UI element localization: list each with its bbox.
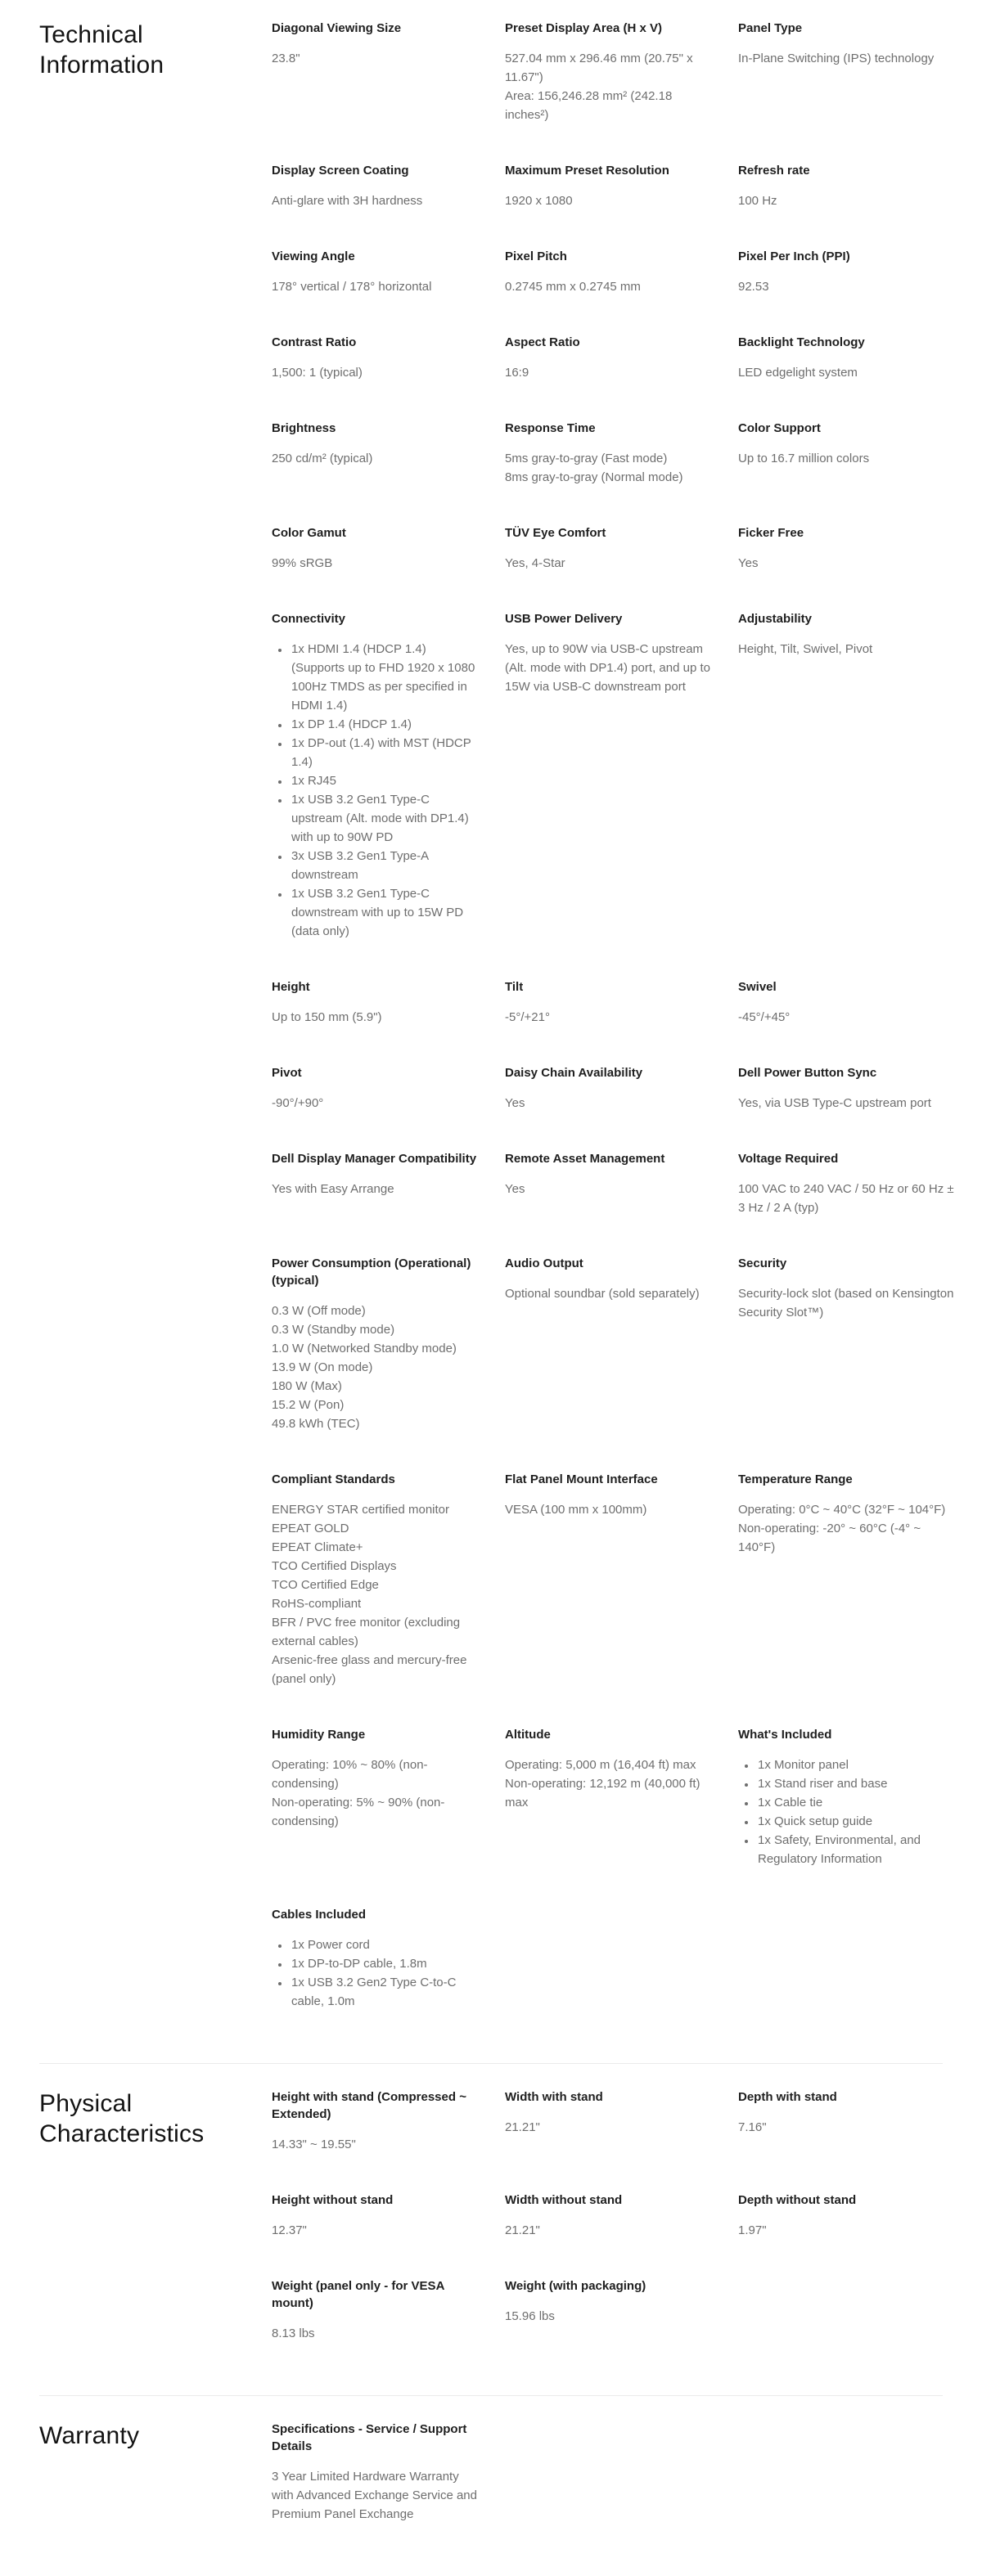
spec-value (505, 1008, 714, 1027)
spec-row (272, 524, 982, 573)
spec-value (272, 1301, 480, 1433)
spec-value-line: 1.97" (738, 2223, 767, 2237)
spec-label: What's Included (738, 1728, 832, 1742)
spec-cell (505, 1064, 714, 1113)
spec-value-line: Non-operating: 12,192 m (40,000 ft) max (505, 1777, 700, 1809)
spec-value-line: EPEAT Climate+ (272, 1540, 363, 1554)
spec-label: Aspect Ratio (505, 335, 580, 349)
spec-cell (738, 2192, 961, 2240)
section-title: Technical Information (39, 21, 164, 79)
spec-cell (272, 420, 480, 468)
spec-bullet-list (738, 1756, 961, 1868)
spec-cell (272, 978, 480, 1027)
spec-label: Contrast Ratio (272, 335, 357, 349)
spec-label: Security (738, 1257, 787, 1270)
spec-value (505, 1094, 714, 1113)
spec-value (272, 191, 480, 210)
spec-label: Adjustability (738, 612, 813, 626)
spec-value-line: 8.13 lbs (272, 2326, 315, 2340)
spec-row (272, 1906, 982, 2011)
spec-cell (505, 524, 714, 573)
spec-value-line: EPEAT GOLD (272, 1522, 349, 1535)
spec-value-line: 14.33" ~ 19.55" (272, 2138, 356, 2151)
spec-label: Cables Included (272, 1908, 367, 1922)
spec-label: Audio Output (505, 1257, 583, 1270)
spec-sections (0, 20, 982, 2576)
spec-value-line: Non-operating: -20° ~ 60°C (-4° ~ 140°F) (738, 1522, 921, 1554)
spec-value-line: BFR / PVC free monitor (excluding external cables) (272, 1616, 461, 1648)
spec-cell (738, 248, 961, 296)
spec-label: Swivel (738, 980, 777, 994)
spec-label: Temperature Range (738, 1472, 853, 1486)
spec-section (0, 2396, 982, 2576)
spec-value-line: Arsenic-free glass and mercury-free (panel only) (272, 1653, 467, 1686)
spec-row (272, 1726, 982, 1868)
spec-label: Viewing Angle (272, 250, 355, 263)
spec-bullet-item: • 1x Quick setup guide (756, 1812, 961, 1831)
spec-label: Remote Asset Management (505, 1152, 665, 1166)
spec-value (738, 2221, 961, 2240)
spec-label: Compliant Standards (272, 1472, 395, 1486)
spec-row (272, 2277, 982, 2343)
spec-bullet-item: • 1x Safety, Environmental, and Regulatory Information (756, 1831, 961, 1868)
spec-value-line: Optional soundbar (sold separately) (505, 1287, 700, 1301)
spec-section (0, 20, 982, 2063)
spec-value (505, 1756, 714, 1812)
spec-value-line: Operating: 10% ~ 80% (non-condensing) (272, 1758, 428, 1791)
spec-value (738, 363, 961, 382)
section-title: Warranty (39, 2422, 140, 2449)
spec-cell (505, 162, 714, 210)
spec-label: Width without stand (505, 2193, 623, 2207)
spec-value-line: 178° vertical / 178° horizontal (272, 280, 432, 294)
spec-value-line: 15.2 W (Pon) (272, 1398, 345, 1412)
spec-value (738, 554, 961, 573)
spec-label: Ficker Free (738, 526, 804, 540)
spec-cell (505, 978, 714, 1027)
spec-value-line: 99% sRGB (272, 556, 333, 570)
spec-label: Height without stand (272, 2193, 394, 2207)
spec-value (738, 640, 961, 659)
spec-value-line: 21.21" (505, 2120, 540, 2134)
spec-bullet-item: • 1x Monitor panel (756, 1756, 961, 1774)
spec-cell (738, 610, 961, 659)
spec-cell (272, 162, 480, 210)
spec-rows (272, 2088, 982, 2380)
spec-label: Altitude (505, 1728, 551, 1742)
spec-value-line: 180 W (Max) (272, 1379, 342, 1393)
spec-bullet-item: • 1x DP 1.4 (HDCP 1.4) (290, 715, 480, 734)
spec-row (272, 1150, 982, 1217)
spec-value-line: 8ms gray-to-gray (Normal mode) (505, 470, 683, 484)
spec-value-line: -5°/+21° (505, 1010, 550, 1024)
spec-value-line: -90°/+90° (272, 1096, 324, 1110)
spec-label: Daisy Chain Availability (505, 1066, 643, 1080)
spec-bullet-item: • 3x USB 3.2 Gen1 Type-A downstream (290, 847, 480, 884)
spec-value (738, 1284, 961, 1322)
spec-label: Height (272, 980, 310, 994)
spec-row (272, 610, 982, 941)
spec-row (272, 2088, 982, 2154)
spec-cell (505, 20, 714, 124)
spec-value-line: 7.16" (738, 2120, 767, 2134)
spec-cell (505, 1471, 714, 1519)
spec-cell (505, 610, 714, 696)
spec-value (272, 363, 480, 382)
spec-label: Dell Power Button Sync (738, 1066, 877, 1080)
spec-value-line: 3 Year Limited Hardware Warranty with Advanced Exchange Service and Premium Panel Exchange (272, 2470, 477, 2521)
spec-value (272, 2221, 480, 2240)
spec-value-line: 49.8 kWh (TEC) (272, 1417, 360, 1431)
spec-value (272, 2135, 480, 2154)
spec-label: Weight (with packaging) (505, 2279, 646, 2293)
spec-value-line: Yes (505, 1096, 525, 1110)
section-inner (0, 2088, 982, 2380)
spec-row (272, 978, 982, 1027)
section-title: Physical Characteristics (39, 2090, 205, 2147)
spec-value (505, 640, 714, 696)
spec-label: Preset Display Area (H x V) (505, 21, 663, 35)
spec-label: TÜV Eye Comfort (505, 526, 606, 540)
spec-value-line: Up to 150 mm (5.9") (272, 1010, 382, 1024)
spec-value-line: 100 VAC to 240 VAC / 50 Hz or 60 Hz ± 3 Hz / 2 A (typ) (738, 1182, 954, 1215)
spec-label: Depth with stand (738, 2090, 837, 2104)
spec-row (272, 1255, 982, 1433)
spec-bullet-item: • 1x Cable tie (756, 1793, 961, 1812)
spec-cell (738, 20, 961, 68)
spec-cell (738, 524, 961, 573)
spec-section (0, 2064, 982, 2395)
spec-value (738, 49, 961, 68)
spec-cell (505, 420, 714, 487)
spec-bullet-item: • 1x USB 3.2 Gen1 Type-C upstream (Alt. mode with DP1.4) with up to 90W PD (290, 790, 480, 847)
spec-cell (272, 248, 480, 296)
spec-value (738, 449, 961, 468)
spec-cell (738, 1150, 961, 1217)
spec-value-line: Yes (505, 1182, 525, 1196)
spec-cell (272, 2192, 480, 2240)
spec-value (505, 449, 714, 487)
spec-value (738, 1094, 961, 1113)
spec-label: Diagonal Viewing Size (272, 21, 402, 35)
spec-value (272, 1008, 480, 1027)
spec-bullet-item: • 1x USB 3.2 Gen2 Type C-to-C cable, 1.0m (290, 1973, 480, 2011)
section-inner (0, 20, 982, 2048)
spec-label: Specifications - Service / Support Details (272, 2422, 467, 2453)
spec-value-line: TCO Certified Edge (272, 1578, 379, 1592)
spec-value-line: Non-operating: 5% ~ 90% (non-condensing) (272, 1796, 445, 1828)
spec-label: Humidity Range (272, 1728, 366, 1742)
spec-value-line: 1.0 W (Networked Standby mode) (272, 1342, 457, 1355)
spec-cell (505, 334, 714, 382)
spec-label: Dell Display Manager Compatibility (272, 1152, 477, 1166)
spec-value-line: Area: 156,246.28 mm² (242.18 inches²) (505, 89, 673, 122)
spec-value (738, 1756, 961, 1868)
spec-value-line: 15.96 lbs (505, 2309, 555, 2323)
spec-value (272, 1180, 480, 1198)
spec-label: Tilt (505, 980, 524, 994)
spec-label: Display Screen Coating (272, 164, 409, 178)
spec-cell (272, 2421, 480, 2524)
spec-value-line: Anti-glare with 3H hardness (272, 194, 423, 208)
spec-value-line: 92.53 (738, 280, 769, 294)
spec-value (272, 2324, 480, 2343)
spec-value-line: 250 cd/m² (typical) (272, 452, 373, 465)
spec-value (505, 1284, 714, 1303)
spec-cell (738, 2088, 961, 2137)
spec-bullet-item: • 1x DP-to-DP cable, 1.8m (290, 1954, 480, 1973)
spec-label: Pixel Pitch (505, 250, 567, 263)
spec-value-line: LED edgelight system (738, 366, 858, 380)
spec-cell (272, 20, 480, 68)
spec-cell (505, 1726, 714, 1812)
spec-value-line: Up to 16.7 million colors (738, 452, 870, 465)
spec-label: Flat Panel Mount Interface (505, 1472, 658, 1486)
spec-cell (738, 1255, 961, 1322)
spec-value-line: 23.8" (272, 52, 300, 65)
spec-value-line: 21.21" (505, 2223, 540, 2237)
spec-label: Depth without stand (738, 2193, 857, 2207)
spec-cell (738, 1471, 961, 1557)
spec-rows (272, 2421, 982, 2561)
spec-value-line: 0.3 W (Standby mode) (272, 1323, 395, 1337)
spec-cell (505, 1255, 714, 1303)
spec-label: Weight (panel only - for VESA mount) (272, 2279, 444, 2310)
spec-cell (738, 162, 961, 210)
spec-label: Color Gamut (272, 526, 346, 540)
spec-cell (505, 2277, 714, 2326)
spec-value-line: Operating: 0°C ~ 40°C (32°F ~ 104°F) (738, 1503, 946, 1517)
spec-value-line: 527.04 mm x 296.46 mm (20.75" x 11.67") (505, 52, 693, 84)
spec-value (272, 1935, 480, 2011)
spec-value-line: Height, Tilt, Swivel, Pivot (738, 642, 873, 656)
spec-value (505, 554, 714, 573)
spec-label: Panel Type (738, 21, 803, 35)
spec-value (505, 2307, 714, 2326)
spec-value-line: Yes, up to 90W via USB-C upstream (Alt. mode with DP1.4) port, and up to 15W via USB-C downstream port (505, 642, 710, 694)
spec-value (505, 277, 714, 296)
spec-cell (738, 978, 961, 1027)
spec-value (272, 554, 480, 573)
spec-row (272, 1064, 982, 1113)
spec-value-line: ENERGY STAR certified monitor (272, 1503, 450, 1517)
spec-value (505, 2118, 714, 2137)
spec-value-line: 1,500: 1 (typical) (272, 366, 363, 380)
spec-value (272, 1500, 480, 1688)
spec-label: Maximum Preset Resolution (505, 164, 669, 178)
spec-cell (272, 1906, 480, 2011)
spec-value (272, 277, 480, 296)
spec-bullet-item: • 1x Stand riser and base (756, 1774, 961, 1793)
spec-value-line: Yes, 4-Star (505, 556, 565, 570)
spec-value (272, 2467, 480, 2524)
spec-bullet-list (272, 1935, 480, 2011)
spec-cell (738, 420, 961, 468)
spec-cell (505, 1150, 714, 1198)
spec-label: Refresh rate (738, 164, 810, 178)
spec-value-line: 0.2745 mm x 0.2745 mm (505, 280, 641, 294)
spec-bullet-list (272, 640, 480, 941)
spec-label: Voltage Required (738, 1152, 839, 1166)
spec-cell (272, 2277, 480, 2343)
spec-value-line: 16:9 (505, 366, 529, 380)
spec-value-line: 0.3 W (Off mode) (272, 1304, 366, 1318)
spec-value (272, 1094, 480, 1113)
spec-label: Response Time (505, 421, 596, 435)
spec-cell (738, 1064, 961, 1113)
spec-cell (272, 524, 480, 573)
spec-value (272, 640, 480, 941)
spec-label: Power Consumption (Operational) (typical) (272, 1257, 471, 1288)
spec-row (272, 420, 982, 487)
spec-bullet-item: • 1x RJ45 (290, 771, 480, 790)
spec-value (738, 277, 961, 296)
spec-value-line: Yes (738, 556, 759, 570)
spec-bullet-item: • 1x Power cord (290, 1935, 480, 1954)
spec-label: Brightness (272, 421, 336, 435)
spec-cell (272, 1471, 480, 1688)
spec-cell (738, 1726, 961, 1868)
spec-value (505, 1500, 714, 1519)
spec-label: Connectivity (272, 612, 346, 626)
spec-value (738, 2118, 961, 2137)
spec-row (272, 2192, 982, 2240)
spec-bullet-item: • 1x HDMI 1.4 (HDCP 1.4) (Supports up to FHD 1920 x 1080 100Hz TMDS as per specified in HDMI 1.4) (290, 640, 480, 715)
spec-value (505, 49, 714, 124)
spec-value-line: 100 Hz (738, 194, 777, 208)
spec-cell (272, 1726, 480, 1831)
spec-cell (272, 334, 480, 382)
spec-cell (505, 248, 714, 296)
spec-label: Pivot (272, 1066, 302, 1080)
spec-value-line: Security-lock slot (based on Kensington Security Slot™) (738, 1287, 954, 1319)
spec-value (738, 1008, 961, 1027)
spec-bullet-item: • 1x DP-out (1.4) with MST (HDCP 1.4) (290, 734, 480, 771)
spec-value (505, 2221, 714, 2240)
spec-value-line: Yes, via USB Type-C upstream port (738, 1096, 931, 1110)
spec-value (505, 1180, 714, 1198)
spec-label: Backlight Technology (738, 335, 865, 349)
spec-cell (272, 1255, 480, 1433)
spec-label: Color Support (738, 421, 821, 435)
spec-cell (272, 1150, 480, 1198)
spec-bullet-item: • 1x USB 3.2 Gen1 Type-C downstream with up to 15W PD (data only) (290, 884, 480, 941)
spec-value-line: RoHS-compliant (272, 1597, 362, 1611)
spec-value-line: -45°/+45° (738, 1010, 791, 1024)
spec-value-line: TCO Certified Displays (272, 1559, 397, 1573)
spec-cell (738, 334, 961, 382)
spec-value-line: 13.9 W (On mode) (272, 1360, 373, 1374)
spec-value (505, 363, 714, 382)
spec-value-line: Yes with Easy Arrange (272, 1182, 394, 1196)
spec-value (738, 1500, 961, 1557)
spec-value (272, 49, 480, 68)
spec-label: Width with stand (505, 2090, 603, 2104)
spec-value-line: VESA (100 mm x 100mm) (505, 1503, 647, 1517)
spec-cell (272, 2088, 480, 2154)
spec-row (272, 1471, 982, 1688)
spec-label: Height with stand (Compressed ~ Extended) (272, 2090, 466, 2121)
spec-cell (505, 2088, 714, 2137)
spec-cell (272, 1064, 480, 1113)
spec-row (272, 2421, 982, 2524)
spec-value (738, 191, 961, 210)
spec-row (272, 162, 982, 210)
spec-value (272, 1756, 480, 1831)
spec-cell (505, 2192, 714, 2240)
spec-label: USB Power Delivery (505, 612, 623, 626)
spec-row (272, 334, 982, 382)
spec-value (505, 191, 714, 210)
spec-cell (272, 610, 480, 941)
spec-value-line: In-Plane Switching (IPS) technology (738, 52, 935, 65)
spec-value-line: 12.37" (272, 2223, 307, 2237)
spec-value-line: 5ms gray-to-gray (Fast mode) (505, 452, 668, 465)
spec-label: Pixel Per Inch (PPI) (738, 250, 850, 263)
spec-value (272, 449, 480, 468)
section-inner (0, 2421, 982, 2561)
spec-row (272, 248, 982, 296)
spec-value-line: Operating: 5,000 m (16,404 ft) max (505, 1758, 696, 1772)
spec-value-line: 1920 x 1080 (505, 194, 573, 208)
spec-value (738, 1180, 961, 1217)
spec-rows (272, 20, 982, 2048)
spec-row (272, 20, 982, 124)
